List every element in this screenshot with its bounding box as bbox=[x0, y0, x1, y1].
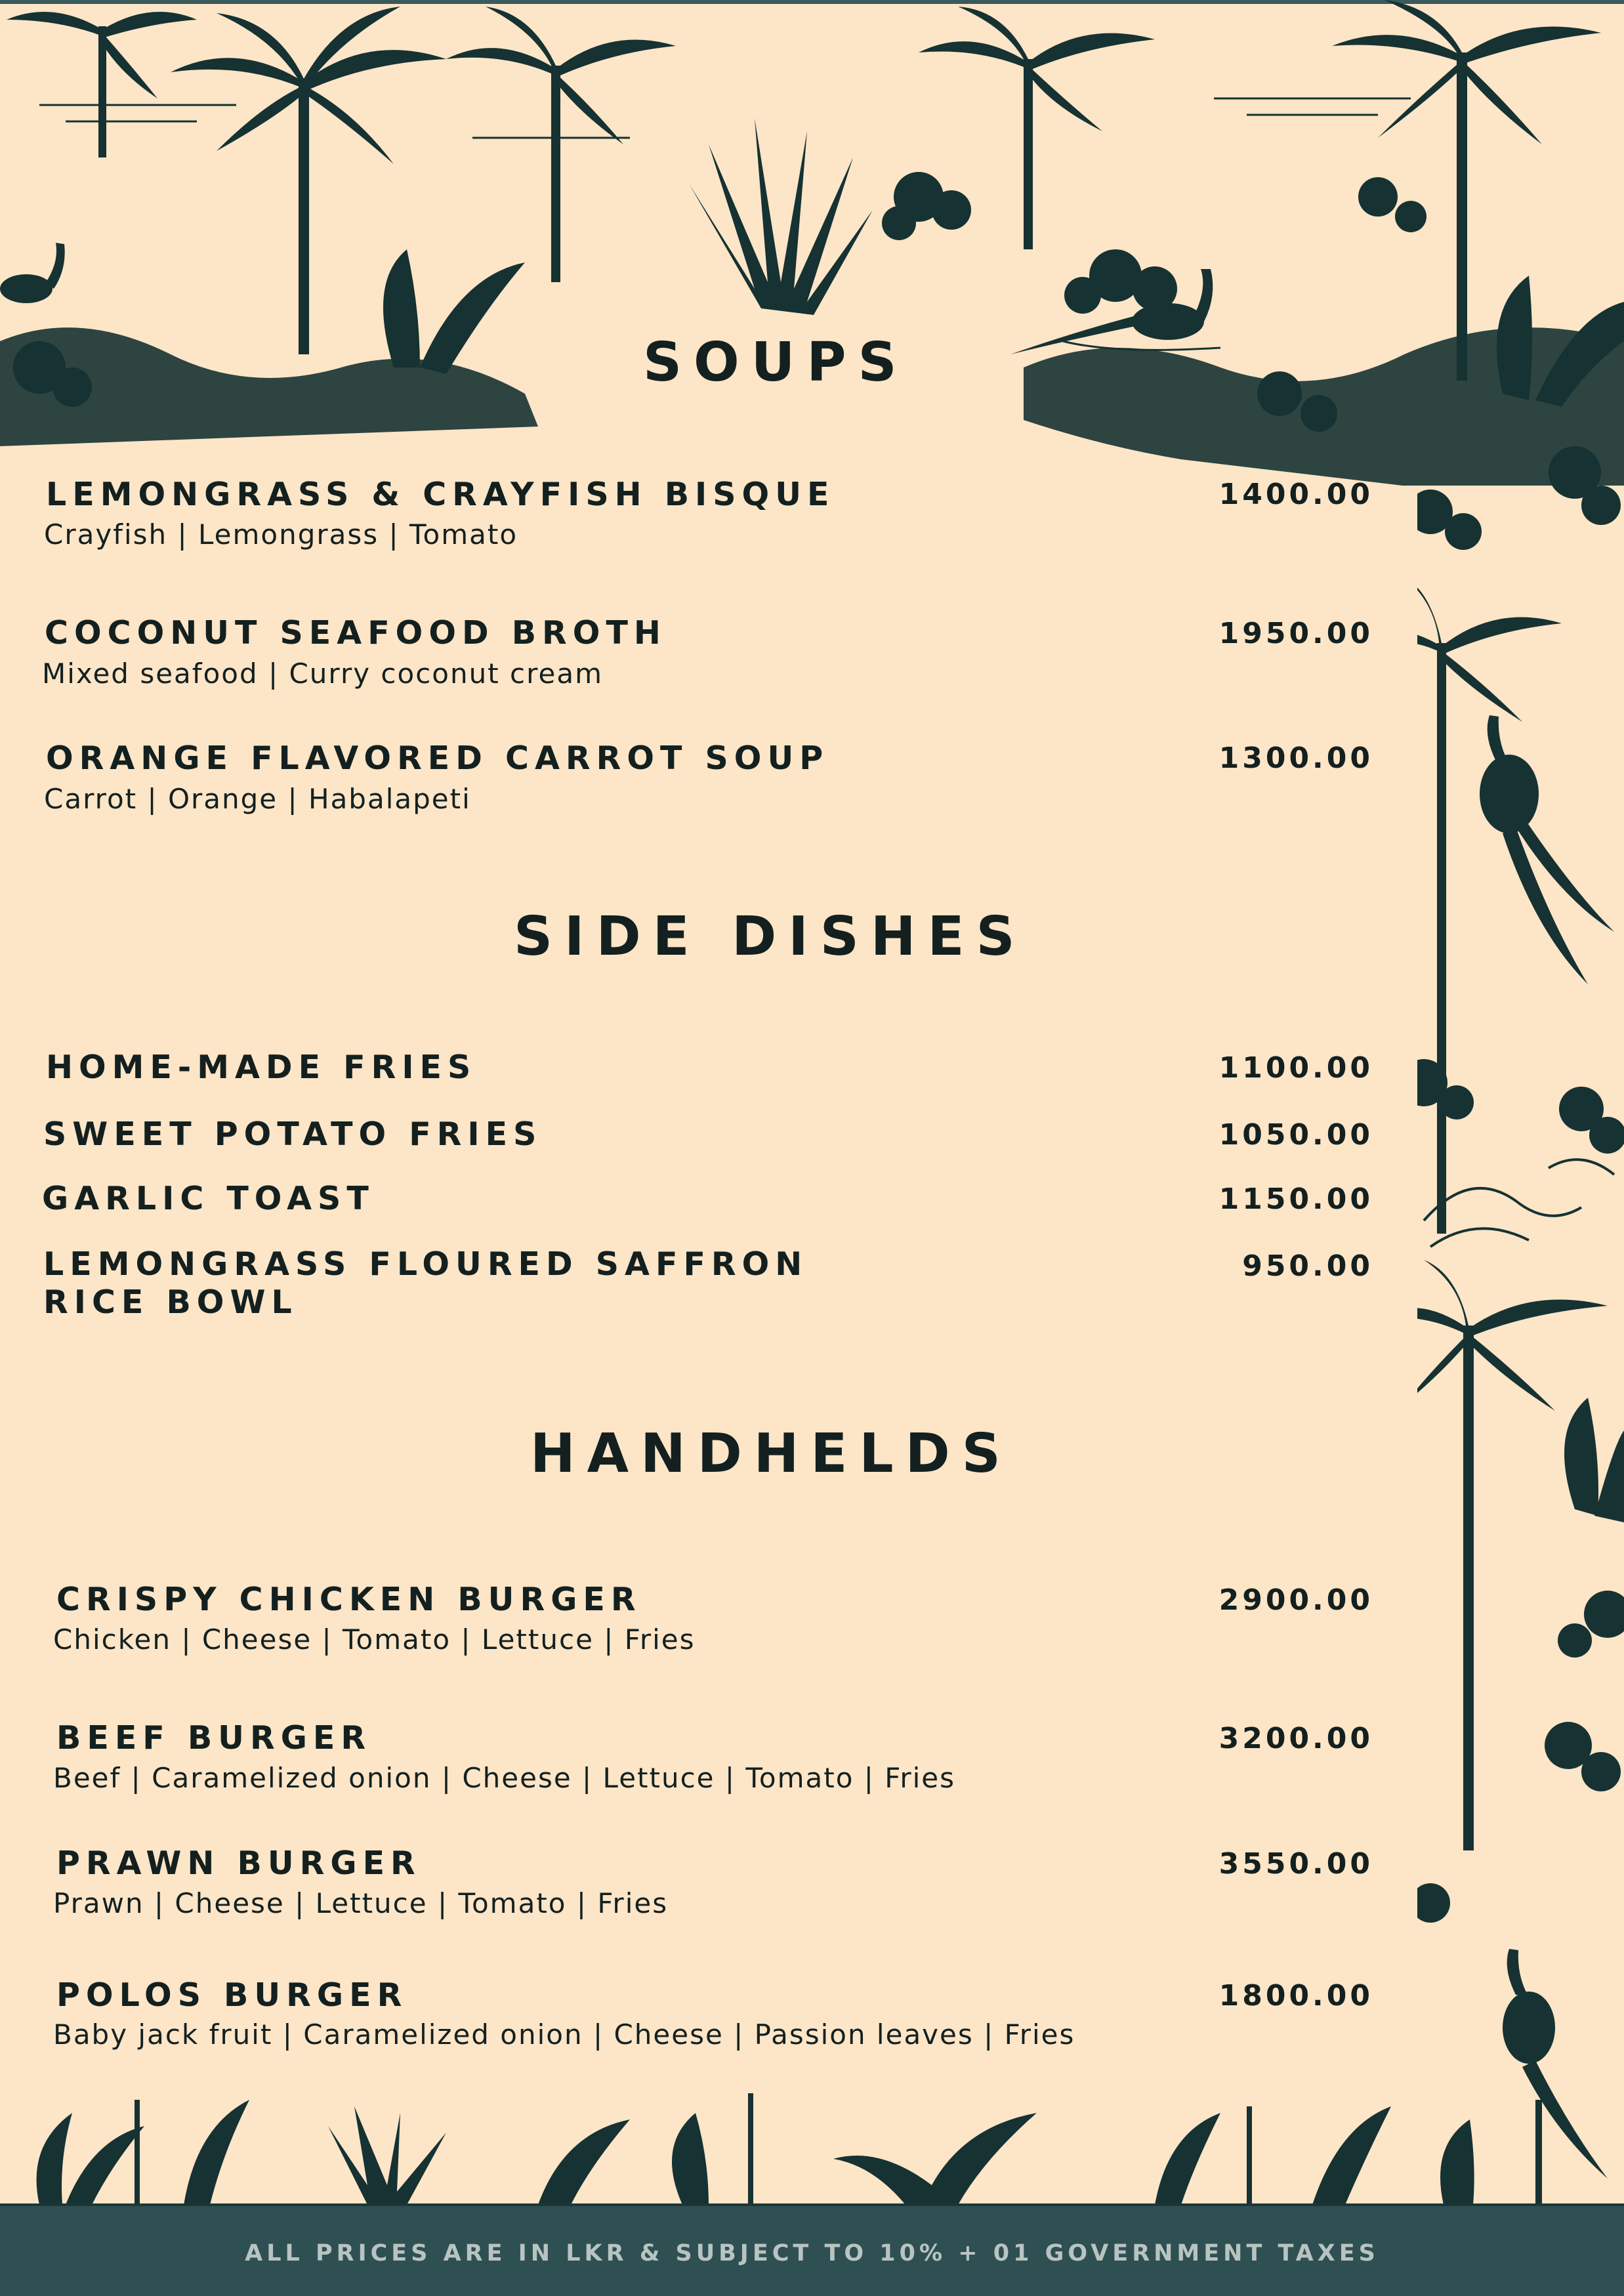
menu-item-description: Crayfish | Lemongrass | Tomato bbox=[44, 518, 518, 551]
section-title-soups: SOUPS bbox=[643, 331, 909, 394]
menu-item-price: 3550.00 bbox=[1218, 1847, 1373, 1881]
section-title-handhelds: HANDHELDS bbox=[530, 1423, 1012, 1485]
footer-tax-note: ALL PRICES ARE IN LKR & SUBJECT TO 10% + 01 GOVERNMENT TAXES bbox=[245, 2240, 1379, 2266]
section-title-side-dishes: SIDE DISHES bbox=[514, 906, 1027, 968]
jungle-illustration-top bbox=[0, 0, 1624, 486]
jungle-illustration-bottom bbox=[0, 2087, 1624, 2205]
menu-item-price: 3200.00 bbox=[1218, 1722, 1373, 1755]
menu-item-name: SWEET POTATO FRIES bbox=[43, 1116, 543, 1153]
menu-item-name: GARLIC TOAST bbox=[42, 1180, 375, 1217]
menu-item-price: 1050.00 bbox=[1218, 1118, 1373, 1152]
menu-item-price: 1100.00 bbox=[1218, 1051, 1373, 1085]
menu-item-price: 1950.00 bbox=[1218, 617, 1373, 650]
menu-item-description: Prawn | Cheese | Lettuce | Tomato | Fries bbox=[53, 1887, 669, 1919]
menu-item-name: ORANGE FLAVORED CARROT SOUP bbox=[46, 740, 829, 777]
menu-item-price: 1150.00 bbox=[1218, 1182, 1373, 1216]
jungle-illustration-right bbox=[1417, 394, 1624, 2198]
menu-item-name: LEMONGRASS FLOURED SAFFRON RICE BOWL bbox=[43, 1245, 808, 1321]
menu-item-name: CRISPY CHICKEN BURGER bbox=[56, 1581, 642, 1618]
menu-item-name: PRAWN BURGER bbox=[56, 1845, 421, 1882]
menu-item-price: 950.00 bbox=[1242, 1249, 1373, 1283]
peacock-icon bbox=[1480, 715, 1614, 984]
menu-item-price: 1300.00 bbox=[1218, 741, 1373, 775]
menu-item-name: POLOS BURGER bbox=[56, 1976, 408, 2014]
menu-item-description: Baby jack fruit | Caramelized onion | Cheese | Passion leaves | Fries bbox=[53, 2018, 1075, 2051]
footer-bar bbox=[0, 2203, 1624, 2296]
menu-item-description: Carrot | Orange | Habalapeti bbox=[44, 783, 471, 815]
menu-item-description: Mixed seafood | Curry coconut cream bbox=[42, 657, 603, 690]
menu-item-name: BEEF BURGER bbox=[56, 1719, 372, 1757]
menu-item-description: Chicken | Cheese | Tomato | Lettuce | Fries bbox=[53, 1623, 696, 1656]
menu-item-price: 2900.00 bbox=[1218, 1583, 1373, 1617]
menu-item-name: HOME-MADE FRIES bbox=[46, 1049, 477, 1086]
menu-item-name: COCONUT SEAFOOD BROTH bbox=[45, 614, 667, 652]
menu-item-name: LEMONGRASS & CRAYFISH BISQUE bbox=[46, 476, 835, 513]
menu-item-description: Beef | Caramelized onion | Cheese | Lettuce | Tomato | Fries bbox=[53, 1762, 956, 1794]
menu-item-price: 1400.00 bbox=[1218, 478, 1373, 511]
menu-item-price: 1800.00 bbox=[1218, 1979, 1373, 2013]
